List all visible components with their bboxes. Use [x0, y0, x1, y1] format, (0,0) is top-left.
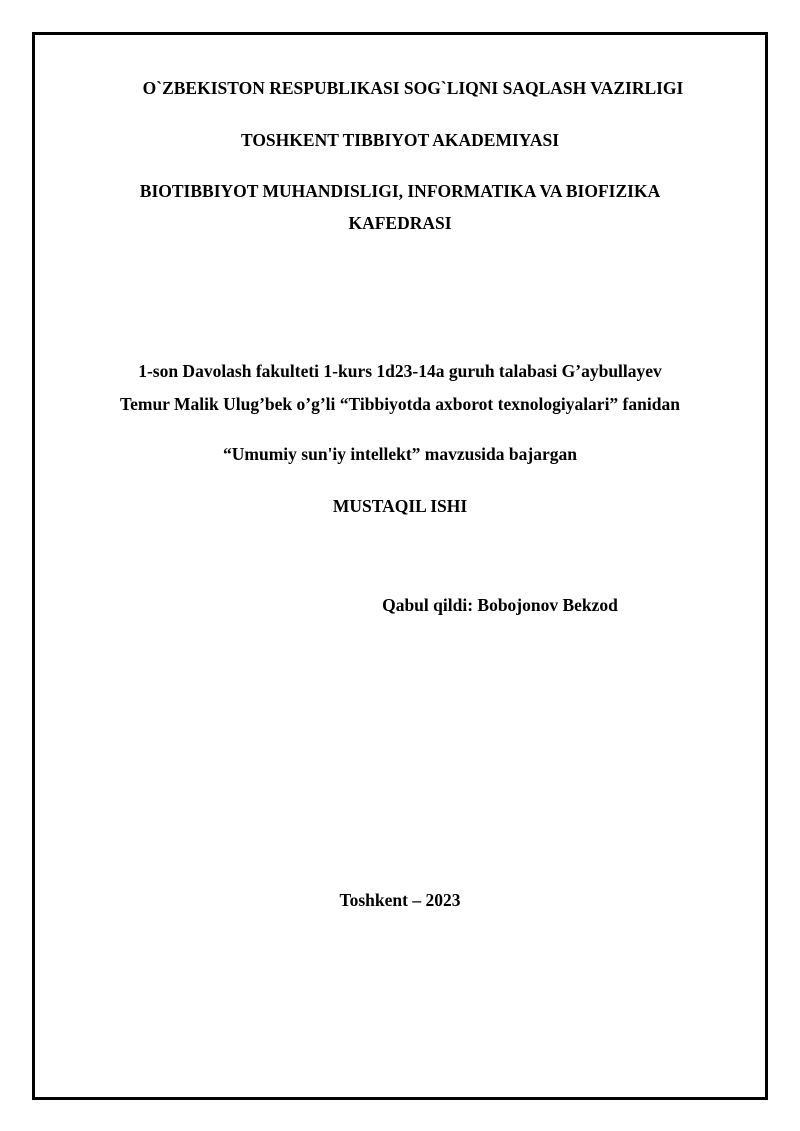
department-heading-line2: KAFEDRASI [348, 213, 452, 233]
topic-line: “Umumiy sun'iy intellekt” mavzusida bajargan [223, 444, 577, 464]
work-title: MUSTAQIL ISHI [332, 496, 468, 516]
city-year: Toshkent – 2023 [339, 890, 461, 910]
student-info-line2: Temur Malik Ulug’bek o’g’li “Tibbiyotda axborot texnologiyalari” fanidan [120, 394, 680, 414]
student-info-line1: 1-son Davolash fakulteti 1-kurs 1d23-14a guruh talabasi G’aybullayev [138, 361, 662, 381]
academy-heading: TOSHKENT TIBBIYOT AKADEMIYASI [240, 130, 560, 150]
ministry-heading: O`ZBEKISTON RESPUBLIKASI SOG`LIQNI SAQLASH VAZIRLIGI [142, 78, 684, 98]
department-heading-line1: BIOTIBBIYOT MUHANDISLIGI, INFORMATIKA VA BIOFIZIKA [139, 181, 661, 201]
accepted-by: Qabul qildi: Bobojonov Bekzod [382, 595, 618, 615]
